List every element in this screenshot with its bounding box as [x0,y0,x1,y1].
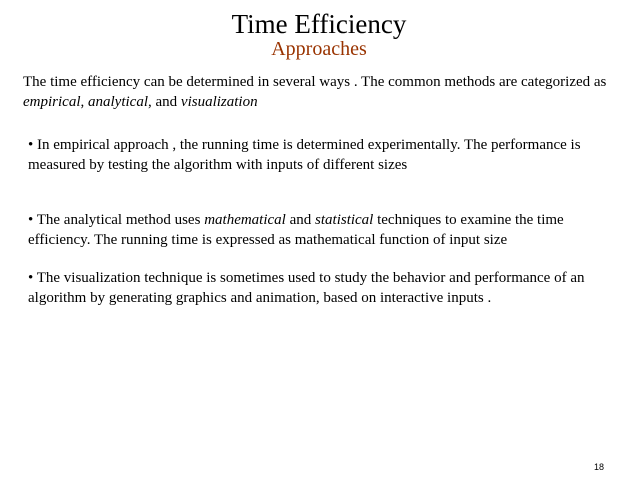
intro-text: The time efficiency can be determined in several ways . The common methods are categorized as [23,74,607,90]
bullet-analytical [28,210,623,250]
bullet-text: • The analytical method uses [28,212,205,228]
bullet-empirical [28,135,623,175]
bullet-text: • The visualization technique is sometimes used to study the behavior and performance of an algorithm by generating graphics and animation, based on interactive inputs . [28,270,585,306]
slide-title: Time Efficiency [231,9,407,39]
bullet-separator: and [285,212,316,228]
bullet-text: • In empirical approach , the running time is determined experimentally. The performance is measured by testing the algorithm with inputs of different sizes [28,137,581,173]
bullet-term-mathematical: mathematical [204,212,286,228]
page-number: 18 [594,462,605,472]
bullet-visualization [28,268,623,308]
bullet-term-statistical: statistical [315,212,374,228]
intro-term-visualization: visualization [180,94,258,110]
intro-paragraph [23,72,623,112]
intro-term-analytical: analytical [88,94,148,110]
intro-separator: , [80,94,88,110]
bullet-text: techniques to examine the time efficiency. The running time is expressed as mathematical function of input size [28,212,564,248]
intro-separator: , and [148,94,181,110]
intro-term-empirical: empirical [23,94,81,110]
slide-subtitle: Approaches [271,38,367,60]
